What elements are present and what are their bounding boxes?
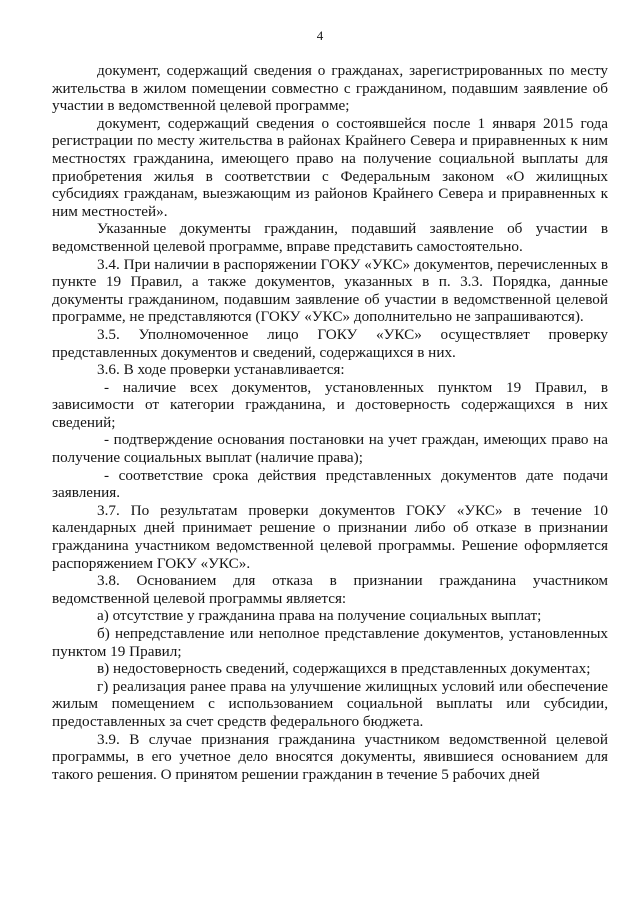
paragraph-registration-after-2015-doc: документ, содержащий сведения о состоявшейся после 1 января 2015 года регистрации по месту жительства в районах Крайнего Севера и приравненных к ним местностях гражданина, имеющего право на получение социальной выплаты для приобретения жилья в соответствии с Федеральным законом «О жилищных субсидиях гражданам, выезжающим из районов Крайнего Севера и приравненных к ним местностей». bbox=[52, 114, 608, 220]
refusal-ground-v: в) недостоверность сведений, содержащихся в представленных документах; bbox=[97, 660, 591, 678]
paragraph-3-7: 3.7. По результатам проверки документов ГОКУ «УКС» в течение 10 календарных дней принимает решение о признании либо об отказе в признании гражданина участником ведомственной целевой программы. Решение оформляется распоряжением ГОКУ «УКС». bbox=[52, 501, 608, 572]
paragraph-3-8: 3.8. Основанием для отказа в признании гражданина участником ведомственной целевой программы является: bbox=[52, 572, 608, 607]
refusal-ground-b: б) непредставление или неполное представление документов, установленных пунктом 19 Правил; bbox=[52, 625, 608, 660]
paragraph-3-5: 3.5. Уполномоченное лицо ГОКУ «УКС» осуществляет проверку представленных документов и сведений, содержащихся в них. bbox=[52, 325, 608, 361]
paragraph-3-6: 3.6. В ходе проверки устанавливается: bbox=[97, 361, 345, 379]
paragraph-3-9: 3.9. В случае признания гражданина участником ведомственной целевой программы, в его учетное дело вносятся документы, явившиеся основанием для такого решения. О принятом решении гражданин в течение 5 рабочих дней bbox=[52, 730, 608, 783]
check-item-validity: - соответствие срока действия представленных документов дате подачи заявления. bbox=[52, 466, 608, 502]
refusal-ground-g: г) реализация ранее права на улучшение жилищных условий или обеспечение жилым помещением с использованием социальной выплаты или субсидии, предоставленных за счет средств федерального бюджета. bbox=[52, 677, 608, 730]
check-item-grounds: - подтверждение основания постановки на учет граждан, имеющих право на получение социальных выплат (наличие права); bbox=[52, 431, 608, 467]
document-body bbox=[52, 62, 608, 783]
paragraph-3-4: 3.4. При наличии в распоряжении ГОКУ «УКС» документов, перечисленных в пункте 19 Правил, а также документов, указанных в п. 3.3. Порядка, данные документы гражданином, подавшим заявление об участии в ведомственной целевой программе, не представляются (ГОКУ «УКС» дополнительно не запрашиваются). bbox=[52, 255, 608, 326]
page-number: 4 bbox=[316, 28, 324, 43]
check-item-documents: - наличие всех документов, установленных пунктом 19 Правил, в зависимости от категории гражданина, и достоверность содержащихся в них сведений; bbox=[52, 378, 608, 431]
paragraph-registered-residents-doc: документ, содержащий сведения о гражданах, зарегистрированных по месту жительства в жилом помещении совместно с гражданином, подавшим заявление об участии в ведомственной целевой программе; bbox=[52, 62, 608, 115]
refusal-ground-a: а) отсутствие у гражданина права на получение социальных выплат; bbox=[97, 607, 542, 625]
paragraph-self-submission: Указанные документы гражданин, подавший заявление об участии в ведомственной целевой программе, вправе представить самостоятельно. bbox=[52, 220, 608, 255]
